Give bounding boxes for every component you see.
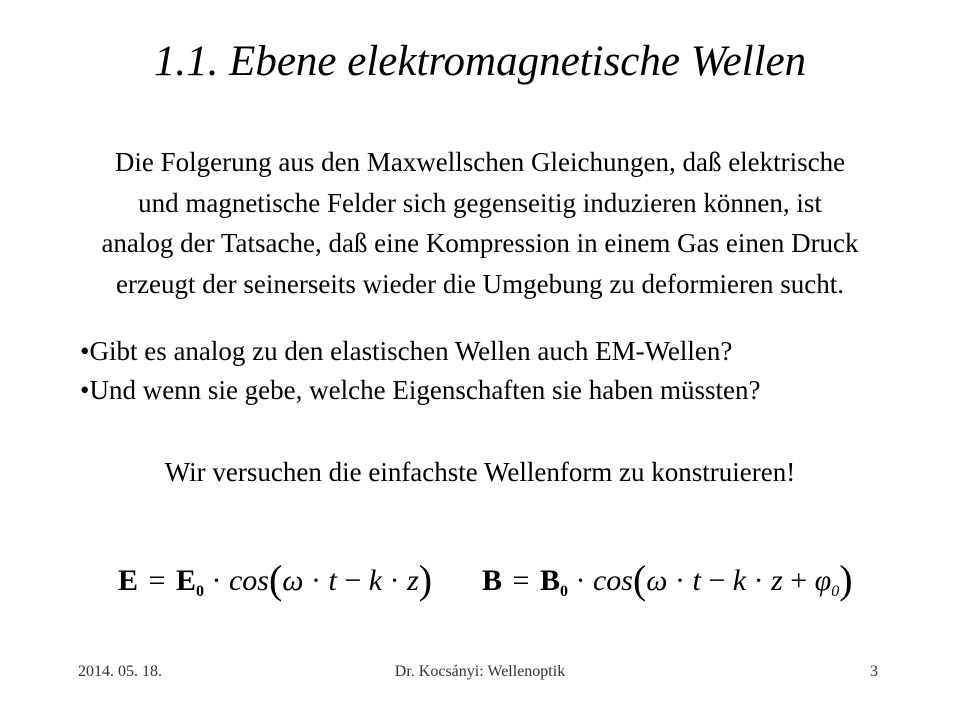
open-paren: ( (632, 557, 647, 602)
bullet-icon: • (80, 336, 90, 366)
e-vector: E (118, 564, 139, 597)
open-paren: ( (268, 557, 283, 602)
e-amplitude: E (175, 564, 196, 597)
time-variable: t (328, 564, 337, 597)
omega-symbol: ω (646, 564, 668, 597)
intro-line: Die Folgerung aus den Maxwellschen Gleichungen, daß elektrische (114, 147, 846, 177)
intro-line: analog der Tatsache, daß eine Kompression in einem Gas einen Druck (101, 228, 859, 258)
dot-operator: · (746, 564, 772, 597)
z-variable: z (407, 564, 419, 597)
b-vector: B (482, 564, 503, 597)
e-field-formula (118, 558, 432, 614)
dot-operator: · (667, 564, 693, 597)
bullet-icon: • (80, 375, 90, 405)
phase-subscript: 0 (831, 583, 840, 600)
slide-title: 1.1. Ebene elektromagnetische Wellen (153, 38, 807, 85)
equals-sign: = (505, 564, 537, 597)
question-item (80, 332, 900, 371)
wavenumber-variable: k (732, 564, 747, 597)
intro-paragraph (0, 142, 960, 304)
dot-operator: · (567, 564, 593, 597)
equals-sign: = (141, 564, 173, 597)
dot-operator: · (382, 564, 408, 597)
e-amplitude-subscript: 0 (195, 583, 204, 600)
footer-date: 2014. 05. 18. (78, 663, 162, 680)
intro-line: erzeugt der seinerseits wieder die Umgebung zu deformieren sucht. (116, 268, 844, 299)
z-variable: z (771, 564, 783, 597)
question-text: Und wenn sie gebe, welche Eigenschaften sie haben müssten? (89, 375, 761, 405)
footer-author: Dr. Kocsányi: Wellenoptik (394, 663, 566, 680)
dot-operator: · (303, 564, 329, 597)
question-text: Gibt es analog zu den elastischen Wellen auch EM-Wellen? (89, 336, 733, 366)
intro-line: und magnetische Felder sich gegenseitig induzieren können, ist (138, 187, 822, 218)
question-item (80, 371, 900, 410)
dot-operator: · (203, 564, 229, 597)
close-paren: ) (839, 557, 853, 602)
omega-symbol: ω (282, 564, 304, 597)
cos-function: cos (228, 564, 269, 597)
minus-sign: − (700, 564, 733, 597)
b-amplitude: B (539, 564, 560, 597)
wavenumber-variable: k (368, 564, 383, 597)
phase-symbol: φ (814, 564, 832, 597)
b-field-formula (482, 558, 853, 614)
footer-page-number: 3 (870, 663, 878, 680)
question-list (80, 332, 900, 410)
plus-sign: + (782, 564, 815, 597)
cos-function: cos (592, 564, 633, 597)
b-amplitude-subscript: 0 (559, 583, 568, 600)
minus-sign: − (336, 564, 369, 597)
close-paren: ) (418, 557, 433, 602)
statement: Wir versuchen die einfachste Wellenform zu konstruieren! (164, 457, 796, 487)
time-variable: t (692, 564, 701, 597)
